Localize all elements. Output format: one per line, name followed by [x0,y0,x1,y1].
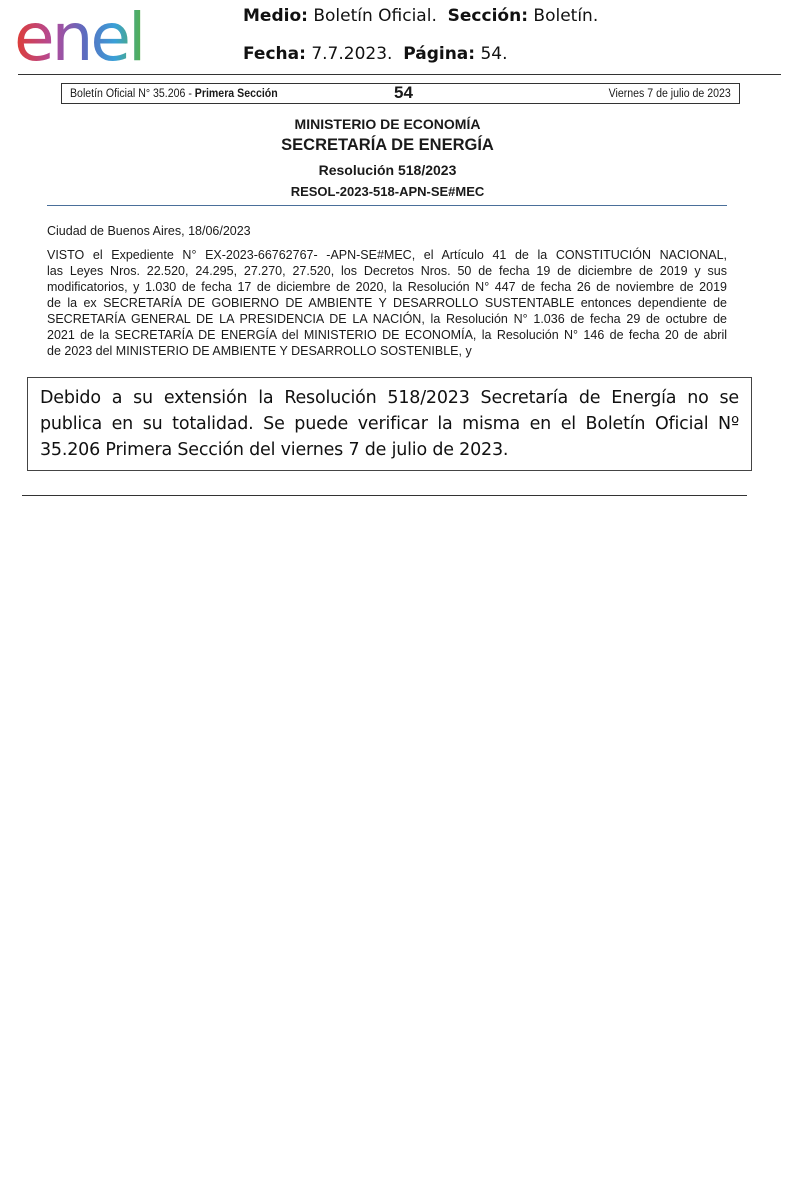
boletin-number: Boletín Oficial N° 35.206 - [70,88,195,100]
enel-logo [14,4,182,66]
notice-box [27,377,752,471]
notice-text: Debido a su extensión la Resolución 518/2023 Secretaría de Energía no se publica en su totalidad. Se puede verificar la misma en el Boletín Oficial Nº 35.206 Primera Sección del viernes 7 de julio de 2023. [40,388,739,460]
visto-line: 2021 de la SECRETARÍA DE ENERGÍA del MINISTERIO DE ECONOMÍA, la Resolución N° 146 de fecha 20 de abril [47,328,727,342]
visto-line: las Leyes Nros. 22.520, 24.295, 27.270, 27.520, los Decretos Nros. 50 de fecha 19 de diciembre de 2019 y sus [47,264,727,278]
meta-row-fecha-pagina [243,44,508,64]
title-divider [47,205,727,206]
seccion-label: Sección: [447,6,528,26]
fecha-label: Fecha: [243,44,306,64]
visto-paragraph [47,247,727,359]
pagina-label: Página: [403,44,476,64]
ministry-title: MINISTERIO DE ECONOMÍA [294,116,481,132]
seccion-value: Boletín. [533,6,599,26]
visto-line: modificatorios, y 1.030 de fecha 17 de diciembre de 2020, la Resolución N° 447 de fecha 26 de noviembre de 2019 [47,280,727,294]
resolution-code: RESOL-2023-518-APN-SE#MEC [290,184,485,199]
footer-divider [22,495,747,496]
visto-line: de 2023 del MINISTERIO DE AMBIENTE Y DESARROLLO SOSTENIBLE, y [47,344,472,358]
boletin-header [61,83,740,104]
fecha-value: 7.7.2023. [311,44,393,64]
medio-value: Boletín Oficial. [313,6,437,26]
city-date: Ciudad de Buenos Aires, 18/06/2023 [47,224,251,238]
pagina-value: 54. [480,44,508,64]
boletin-section: Primera Sección [194,88,278,100]
visto-line: de la ex SECRETARÍA DE GOBIERNO DE AMBIENTE Y DESARROLLO SUSTENTABLE entonces dependiente de [47,296,727,310]
resolution-title: Resolución 518/2023 [318,162,457,178]
meta-row-medio-seccion [243,6,598,26]
boletin-page-number: 54 [394,83,413,102]
visto-line: SECRETARÍA GENERAL DE LA PRESIDENCIA DE LA NACIÓN, la Resolución N° 1.036 de fecha 29 de octubre de [47,312,727,326]
medio-label: Medio: [243,6,308,26]
boletin-date: Viernes 7 de julio de 2023 [608,88,731,100]
visto-line: VISTO el Expediente N° EX-2023-66762767- -APN-SE#MEC, el Artículo 41 de la CONSTITUCIÓN NACIONAL, [47,248,727,262]
svg-text:enel: enel [14,4,144,66]
header-divider [18,74,781,75]
boletin-header-left [70,88,278,100]
secretaria-title: SECRETARÍA DE ENERGÍA [281,136,494,154]
